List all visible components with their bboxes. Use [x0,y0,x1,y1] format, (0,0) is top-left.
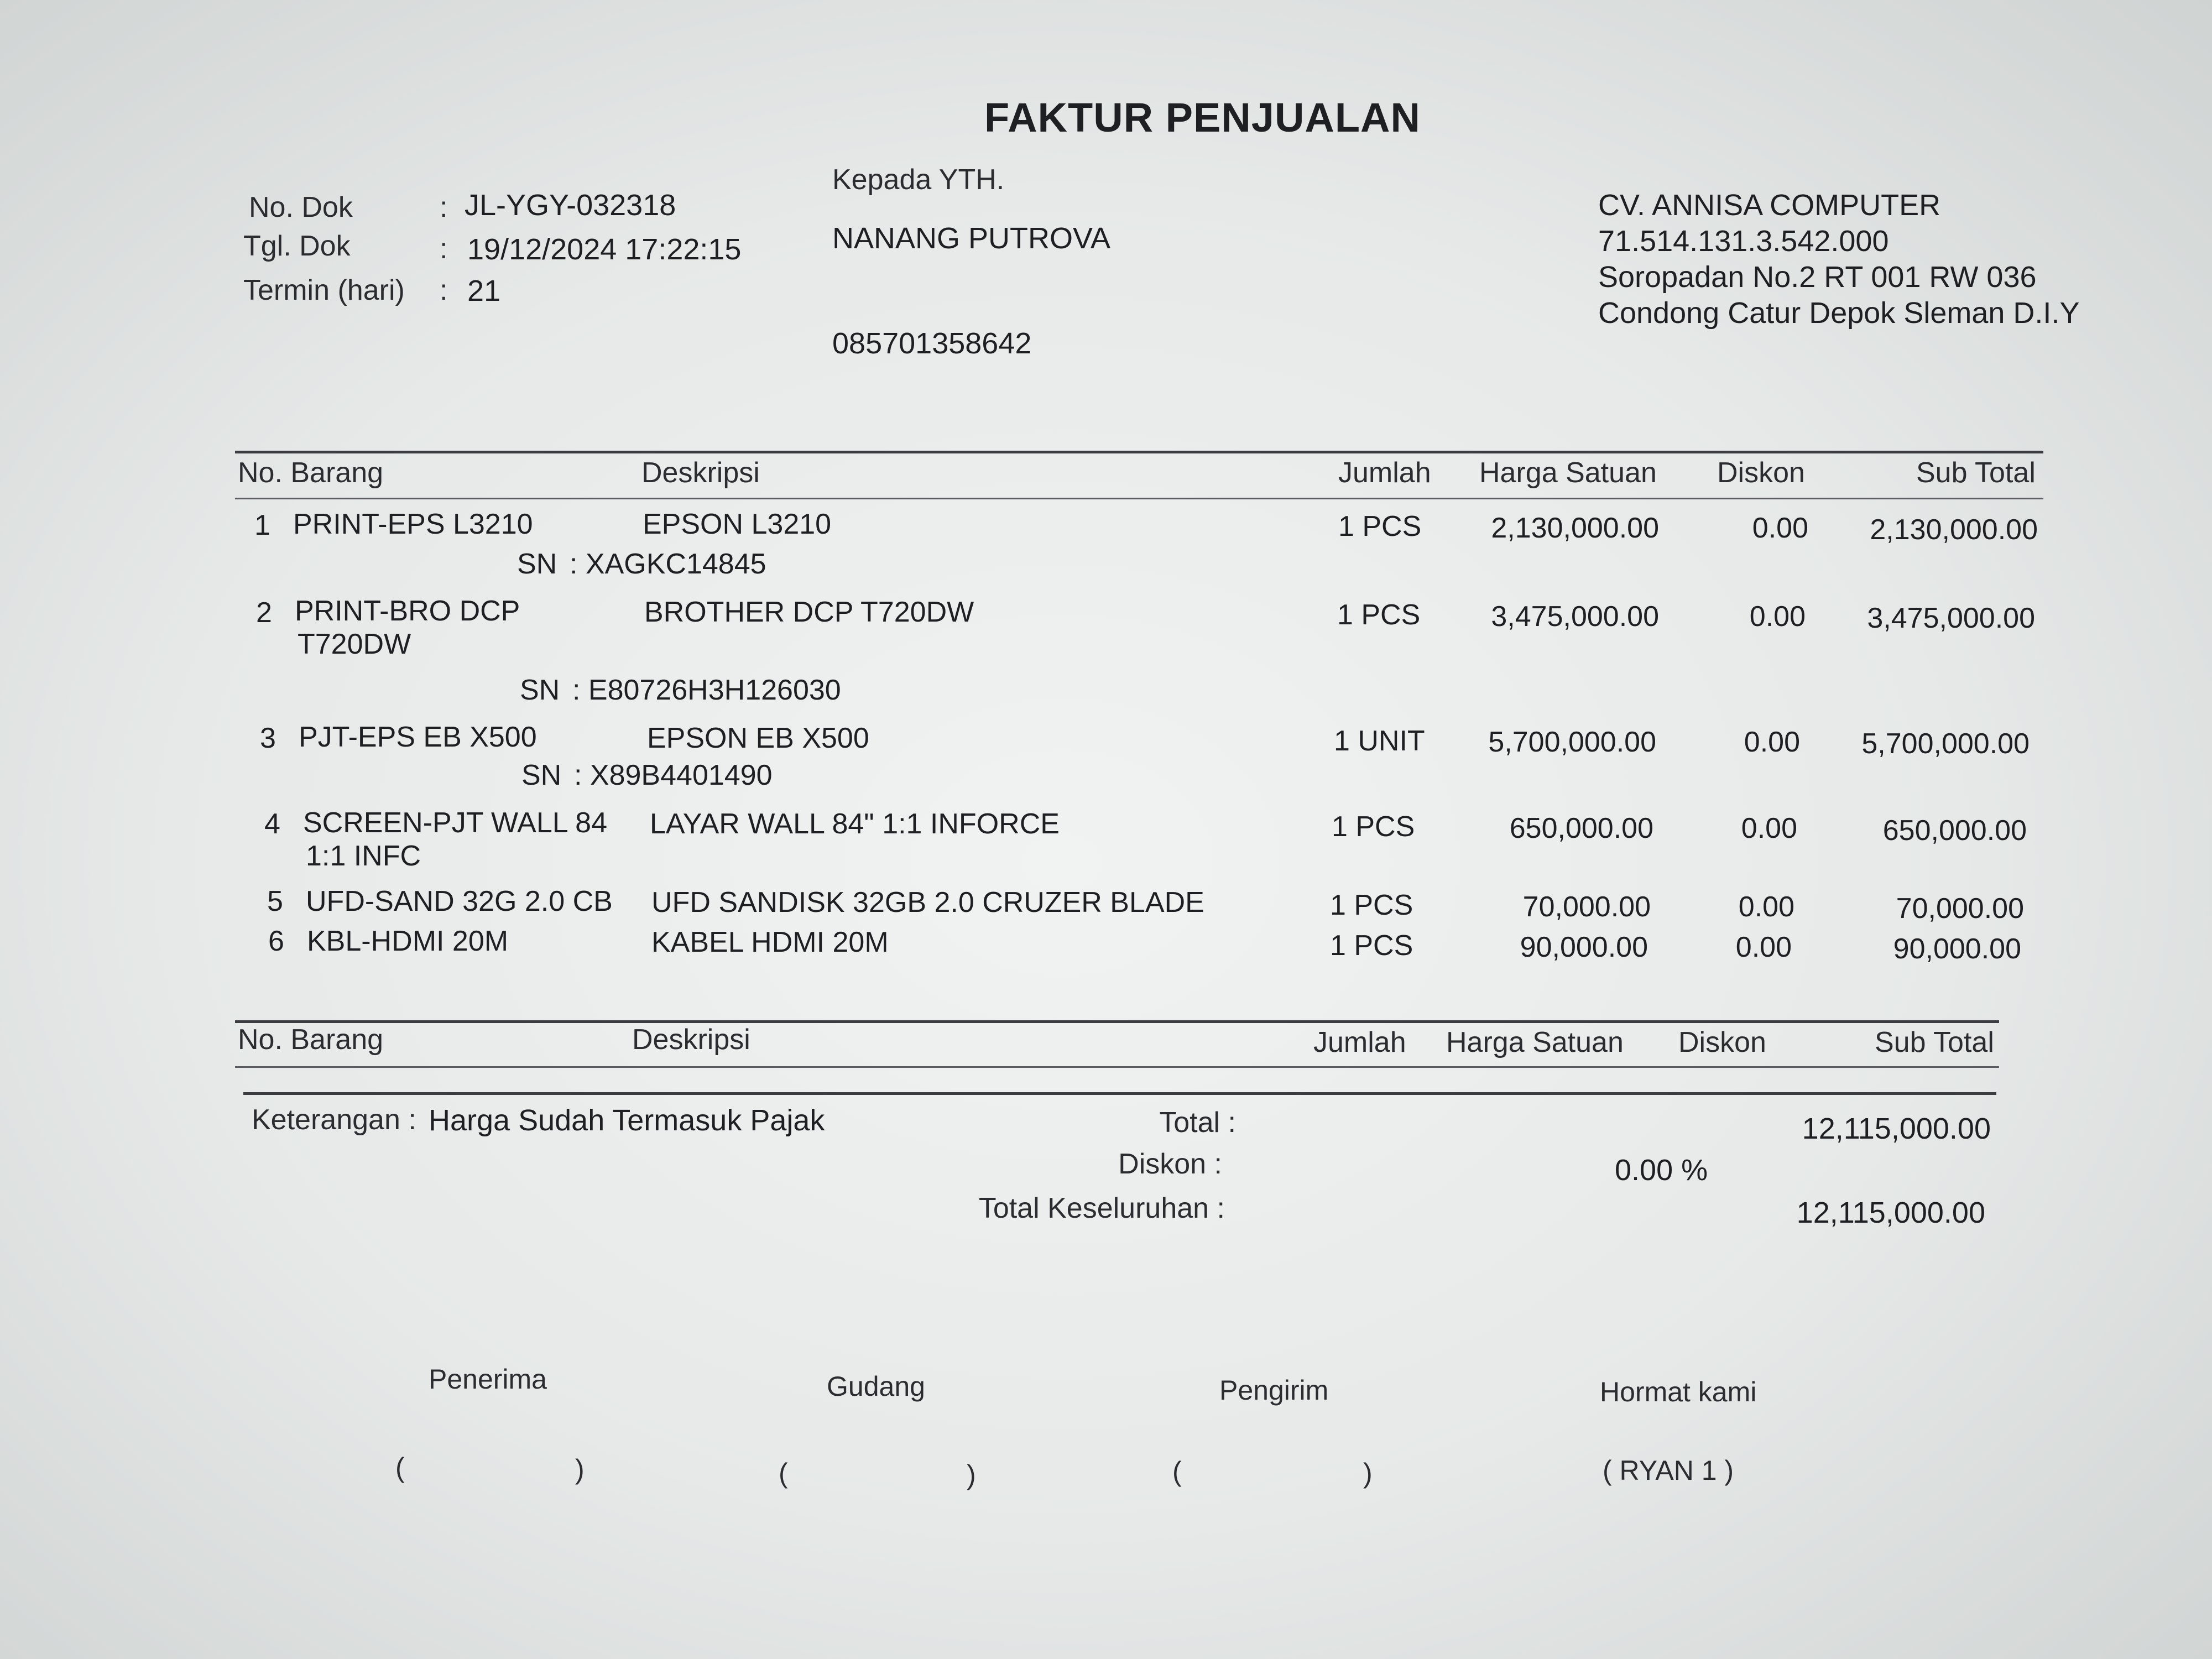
item-desc: EPSON L3210 [643,508,832,540]
footer-header-sub-total: Sub Total [1875,1026,1994,1058]
item-disc: 0.00 [1741,812,1797,844]
grand-total-value: 12,115,000.00 [1796,1196,1985,1229]
header-jumlah: Jumlah [1338,457,1431,489]
item-no: 4 [264,808,280,840]
item-sn-label: SN [517,548,557,580]
item-disc: 0.00 [1744,726,1800,758]
signature-gudang-open: ( [779,1458,788,1489]
termin-value: 21 [467,274,501,307]
item-price: 5,700,000.00 [1488,726,1656,758]
termin-sep: : [440,274,448,306]
item-disc: 0.00 [1738,891,1794,923]
footer-header-deskripsi: Deskripsi [632,1024,750,1056]
signature-pengirim-close: ) [1363,1458,1373,1489]
item-code: UFD-SAND 32G 2.0 CB [306,885,613,917]
recipient-name: NANANG PUTROVA [832,222,1111,255]
item-no: 2 [256,597,272,629]
table-footer-rule-2 [243,1092,1996,1095]
item-code: PJT-EPS EB X500 [299,721,537,753]
company-address-2: Condong Catur Depok Sleman D.I.Y [1598,296,2080,330]
item-price: 90,000.00 [1520,931,1648,963]
item-code: KBL-HDMI 20M [307,925,509,957]
item-price: 2,130,000.00 [1491,512,1659,544]
signature-penerima-open: ( [395,1452,405,1483]
recipient-label: Kepada YTH. [832,164,1005,196]
item-desc: BROTHER DCP T720DW [644,596,974,628]
item-no: 5 [267,885,283,917]
item-desc: UFD SANDISK 32GB 2.0 CRUZER BLADE [651,886,1204,919]
item-qty: 1 PCS [1338,510,1422,542]
item-code: SCREEN-PJT WALL 84 [303,807,608,839]
keterangan-value: Harga Sudah Termasuk Pajak [429,1104,825,1137]
signature-hormat-label: Hormat kami [1600,1376,1757,1407]
item-code-cont: T720DW [298,628,411,660]
total-label: Total : [1159,1107,1236,1139]
header-no-barang: No. Barang [238,457,384,489]
header-sub-total: Sub Total [1916,457,2036,489]
item-subtotal: 3,475,000.00 [1867,602,2035,634]
recipient-phone: 085701358642 [832,327,1032,360]
table-top-rule [235,451,2043,453]
tgl-dok-sep: : [440,233,448,265]
item-disc: 0.00 [1752,512,1808,544]
header-diskon: Diskon [1717,457,1805,489]
total-value: 12,115,000.00 [1802,1112,1991,1145]
no-dok-label: No. Dok [249,191,353,223]
diskon-label: Diskon : [1118,1148,1222,1180]
item-qty: 1 PCS [1337,599,1421,631]
table-footer-rule-1 [235,1066,1999,1068]
item-code: PRINT-BRO DCP [295,595,520,627]
footer-header-harga-satuan: Harga Satuan [1446,1026,1624,1058]
company-address-1: Soropadan No.2 RT 001 RW 036 [1598,260,2037,294]
item-price: 650,000.00 [1509,812,1653,844]
no-dok-sep: : [440,191,448,223]
item-price: 3,475,000.00 [1491,601,1659,633]
signature-pengirim-open: ( [1172,1456,1182,1487]
item-no: 6 [268,925,284,957]
tgl-dok-label: Tgl. Dok [243,230,351,262]
item-sn: : X89B4401490 [574,759,773,791]
item-sn: : E80726H3H126030 [572,674,841,706]
header-harga-satuan: Harga Satuan [1479,457,1657,489]
item-qty: 1 PCS [1330,930,1413,962]
footer-header-no-barang: No. Barang [238,1024,384,1056]
item-subtotal: 650,000.00 [1882,815,2027,847]
item-desc: LAYAR WALL 84" 1:1 INFORCE [650,808,1060,840]
table-footer-header [235,1023,1999,1067]
company-name: CV. ANNISA COMPUTER [1598,189,1941,222]
item-sn-label: SN [520,674,560,706]
item-code: PRINT-EPS L3210 [293,508,533,540]
item-qty: 1 PCS [1332,811,1415,843]
footer-header-diskon: Diskon [1678,1026,1766,1058]
signature-gudang-close: ) [967,1459,976,1490]
invoice-title: FAKTUR PENJUALAN [984,95,1421,140]
tgl-dok-value: 19/12/2024 17:22:15 [467,233,742,266]
item-subtotal: 90,000.00 [1893,933,2021,965]
item-price: 70,000.00 [1522,891,1651,923]
header-deskripsi: Deskripsi [641,457,760,489]
item-no: 3 [260,722,276,754]
item-disc: 0.00 [1735,931,1792,963]
item-sn: : XAGKC14845 [570,548,766,580]
item-qty: 1 PCS [1330,889,1413,921]
grand-total-label: Total Keseluruhan : [978,1192,1225,1224]
keterangan-label: Keterangan : [252,1104,416,1136]
item-no: 1 [254,509,270,541]
company-npwp: 71.514.131.3.542.000 [1598,225,1889,258]
signature-penerima-label: Penerima [429,1364,547,1395]
item-desc: KABEL HDMI 20M [651,926,889,958]
item-subtotal: 2,130,000.00 [1870,514,2038,546]
item-subtotal: 70,000.00 [1896,893,2024,925]
termin-label: Termin (hari) [243,274,405,306]
diskon-value: 0.00 % [1615,1154,1708,1187]
item-qty: 1 UNIT [1334,725,1425,757]
item-disc: 0.00 [1749,601,1806,633]
table-header [235,456,2043,500]
signature-gudang-label: Gudang [827,1371,925,1402]
item-subtotal: 5,700,000.00 [1861,728,2030,760]
item-sn-label: SN [521,759,562,791]
table-header-rule [235,498,2043,499]
signature-pengirim-label: Pengirim [1219,1375,1329,1406]
item-desc: EPSON EB X500 [647,722,869,754]
item-code-cont: 1:1 INFC [306,840,421,872]
no-dok-value: JL-YGY-032318 [465,189,676,222]
signature-penerima-close: ) [575,1454,585,1485]
signature-signer-name: ( RYAN 1 ) [1603,1455,1734,1486]
footer-header-jumlah: Jumlah [1313,1026,1406,1058]
